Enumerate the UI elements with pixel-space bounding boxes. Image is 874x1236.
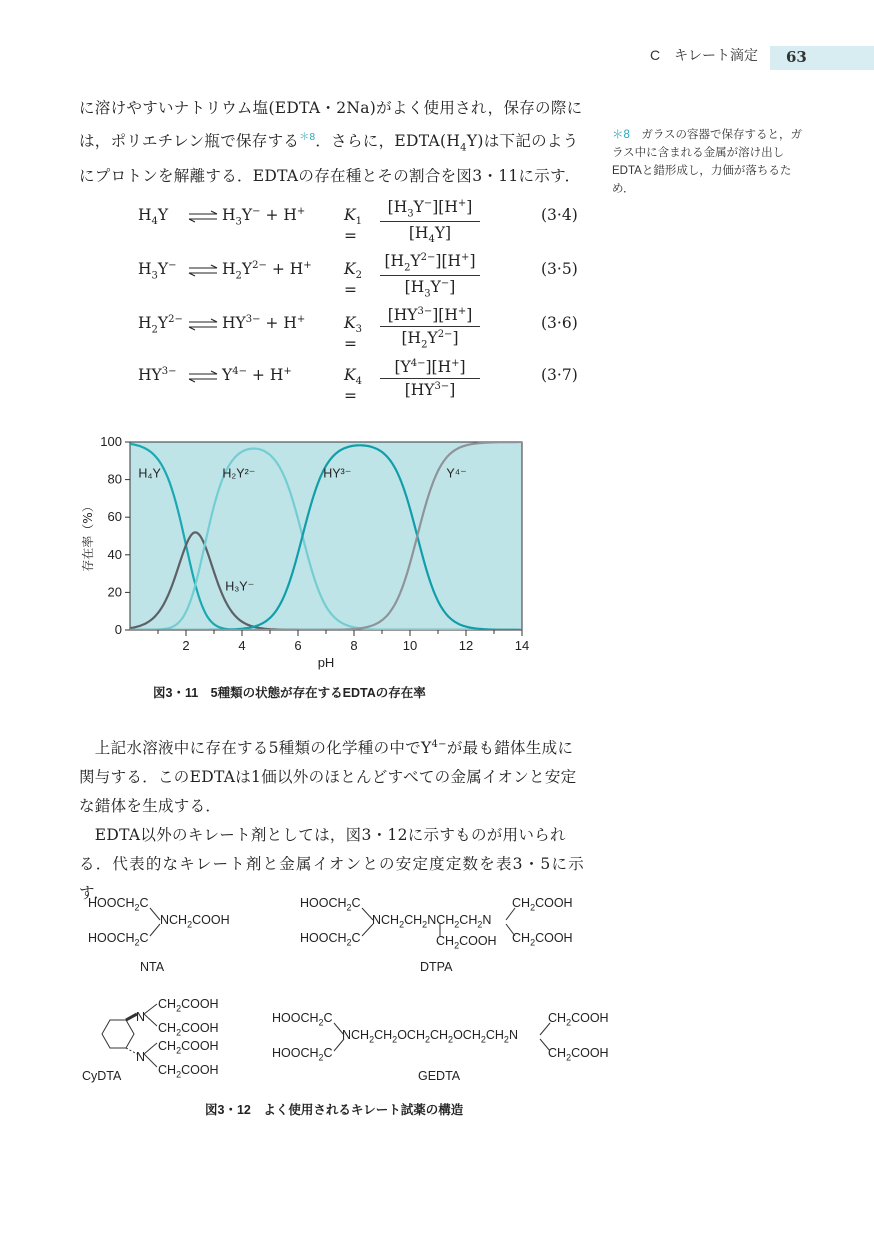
- p1-line1: に溶けやすいナトリウム塩(EDTA・2Na)がよく使用され，保存の際に: [79, 99, 583, 117]
- page-number: 63: [786, 48, 807, 66]
- series-label-H3Y-: H₃Y⁻: [225, 579, 255, 594]
- x-tick-label: 14: [514, 638, 530, 653]
- cydta-arm-a: $CH_2COOH$: [158, 997, 219, 1014]
- eq-denominator: $[H_2Y^{2-}]$: [401, 329, 459, 351]
- x-axis-label: pH: [317, 655, 335, 670]
- eq-reactant: $HY^{3-}$: [138, 366, 177, 385]
- y-tick-label: 0: [114, 622, 122, 637]
- eq-denominator: $[H_4Y]$: [408, 224, 452, 246]
- eq-products: $H_3Y^- + H^+$: [222, 206, 306, 228]
- eq-products: $Y^{4-} + H^+$: [222, 366, 292, 385]
- nta-line1: $HOOCH_2C$: [88, 896, 149, 913]
- eq-fraction: [380, 358, 480, 399]
- series-label-Y4-: Y⁴⁻: [446, 466, 467, 481]
- gedta-label: GEDTA: [418, 1069, 461, 1083]
- eq-number: (3·7): [541, 366, 578, 384]
- p2-line1: 上記水溶液中に存在する5種類の化学種の中で$Y^{4-}$が最も錯体生成に: [79, 739, 574, 758]
- x-tick-label: 10: [402, 638, 418, 653]
- cydta-arm-d: $CH_2COOH$: [158, 1063, 219, 1080]
- figure-3-12-caption: 図3・12 よく使用されるキレート試薬の構造: [205, 1103, 464, 1117]
- equilibrium-arrow-icon: [187, 370, 219, 384]
- gedta-backbone: $NCH_2CH_2OCH_2CH_2OCH_2CH_2N$: [342, 1028, 518, 1045]
- p2-line5: る．代表的なキレート剤と金属イオンとの安定度定数を表3・5に示す．: [79, 855, 584, 903]
- footnote-ref[interactable]: ＊8: [299, 132, 316, 143]
- series-label-HY3-: HY³⁻: [323, 466, 352, 481]
- eq-reactant: $H_4Y$: [138, 206, 169, 228]
- eq-reactant: $H_3Y^-$: [138, 260, 177, 282]
- dtpa-line3: $HOOCH_2C$: [300, 931, 361, 948]
- cydta-n2: N: [136, 1050, 146, 1064]
- p1-line3: にプロトンを解離する．EDTAの存在種とその割合を図3・11に示す．: [79, 167, 581, 186]
- dtpa-backbone: $NCH_2CH_2NCH_2CH_2N$: [372, 913, 492, 930]
- sidenote: [612, 126, 812, 198]
- y-tick-label: 40: [107, 546, 122, 562]
- y-tick-label: 100: [100, 434, 122, 449]
- sidenote-mark: ＊8: [612, 129, 630, 141]
- x-tick-label: 6: [294, 638, 302, 653]
- eq-products: $H_2Y^{2-} + H^+$: [222, 260, 312, 282]
- cydta-label: CyDTA: [82, 1069, 122, 1083]
- eq-numerator: $[H_3Y^-][H^+]$: [380, 198, 480, 222]
- equilibrium-arrow-icon: [187, 318, 219, 332]
- y-tick-label: 20: [107, 584, 122, 600]
- dtpa-line3b: $CH_2COOH$: [512, 931, 573, 948]
- eq-number: (3·5): [541, 260, 578, 278]
- nta-line2: $NCH_2COOH$: [160, 913, 230, 930]
- y-tick-label: 60: [107, 509, 122, 525]
- x-tick-label: 4: [238, 638, 246, 653]
- gedta-line3: $HOOCH_2C$: [272, 1046, 333, 1063]
- p2-line3: な錯体を生成する．: [79, 797, 222, 816]
- nta-line3: $HOOCH_2C$: [88, 931, 149, 948]
- structure-bonds: [0, 880, 874, 1100]
- gedta-line1b: $CH_2COOH$: [548, 1011, 609, 1028]
- gedta-line1: $HOOCH_2C$: [272, 1011, 333, 1028]
- figure-3-11-caption: 図3・11 5種類の状態が存在するEDTAの存在率: [153, 686, 426, 700]
- eq-number: (3·6): [541, 314, 578, 332]
- eq-constant: $K_2$ =: [344, 260, 362, 300]
- equilibrium-arrow-icon: [187, 210, 219, 224]
- p2-line2: 関与する．このEDTAは1価以外のほとんどすべての金属イオンと安定: [79, 768, 577, 787]
- edta-distribution-chart: [80, 430, 540, 670]
- dtpa-label: DTPA: [420, 960, 453, 974]
- y-tick-label: 80: [107, 471, 122, 487]
- eq-fraction: [380, 306, 480, 350]
- eq-denominator: $[H_3Y^-]$: [404, 278, 456, 300]
- eq-number: (3·4): [541, 206, 578, 224]
- equilibrium-arrow-icon: [187, 264, 219, 278]
- x-tick-label: 8: [350, 638, 358, 653]
- eq-products: $HY^{3-} + H^+$: [222, 314, 306, 333]
- paragraph-intro: [79, 94, 584, 191]
- dtpa-line3a: $CH_2COOH$: [436, 934, 497, 951]
- eq-constant: $K_3$ =: [344, 314, 362, 354]
- running-header: C キレート滴定: [650, 47, 758, 63]
- eq-numerator: $[HY^{3-}][H^+]$: [380, 306, 480, 327]
- gedta-line3b: $CH_2COOH$: [548, 1046, 609, 1063]
- x-tick-label: 2: [182, 638, 190, 653]
- eq-denominator: $[HY^{3-}]$: [404, 381, 456, 400]
- eq-numerator: $[Y^{4-}][H^+]$: [380, 358, 480, 379]
- eq-constant: $K_4$ =: [344, 366, 362, 406]
- cydta-n1: N: [136, 1010, 146, 1024]
- cydta-arm-b: $CH_2COOH$: [158, 1021, 219, 1038]
- eq-numerator: $[H_2Y^{2-}][H^+]$: [380, 252, 480, 276]
- series-label-H2Y2-: H₂Y²⁻: [222, 466, 256, 481]
- dtpa-line1b: $CH_2COOH$: [512, 896, 573, 913]
- p2-line4: EDTA以外のキレート剤としては，図3・12に示すものが用いられ: [79, 826, 566, 845]
- p1-line2: は，ポリエチレン瓶で保存する$^{*8}$．さらに，$EDTA(H_4Y)$は下記のよう: [79, 132, 579, 154]
- eq-fraction: [380, 198, 480, 245]
- cydta-arm-c: $CH_2COOH$: [158, 1039, 219, 1056]
- dtpa-line1: $HOOCH_2C$: [300, 896, 361, 913]
- sidenote-text: ガラスの容器で保存すると，ガラス中に含まれる金属が溶け出しEDTAと錯形成し，力価が落ちるため．: [612, 129, 803, 195]
- series-label-H4Y: H₄Y: [138, 466, 161, 481]
- eq-fraction: [380, 252, 480, 300]
- nta-label: NTA: [140, 960, 165, 974]
- eq-reactant: $H_2Y^{2-}$: [138, 314, 183, 336]
- eq-constant: $K_1$ =: [344, 206, 362, 246]
- x-tick-label: 12: [458, 638, 474, 653]
- y-axis-label: 存在率（%）: [81, 500, 95, 572]
